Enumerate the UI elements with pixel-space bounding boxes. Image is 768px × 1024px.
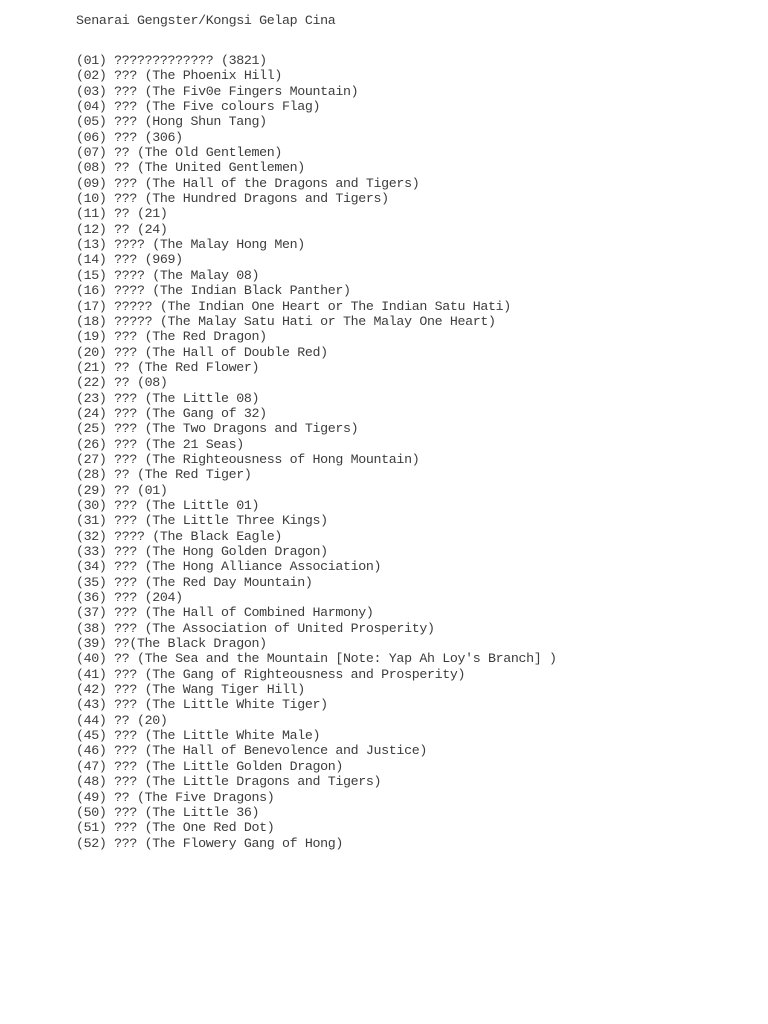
list-item: (24) ??? (The Gang of 32) <box>76 405 267 421</box>
list-item: (22) ?? (08) <box>76 375 168 391</box>
list-item: (02) ??? (The Phoenix Hill) <box>76 68 282 84</box>
gang-list <box>76 53 736 851</box>
list-item: (45) ??? (The Little White Male) <box>76 728 321 744</box>
list-item: (23) ??? (The Little 08) <box>76 390 260 406</box>
list-item: (21) ?? (The Red Flower) <box>76 359 260 375</box>
list-item: (15) ???? (The Malay 08) <box>76 267 260 283</box>
list-item: (17) ????? (The Indian One Heart or The Indian Satu Hati) <box>76 298 511 314</box>
list-item: (41) ??? (The Gang of Righteousness and Prosperity) <box>76 666 466 682</box>
list-item: (11) ?? (21) <box>76 206 168 222</box>
list-item: (05) ??? (Hong Shun Tang) <box>76 114 267 130</box>
list-item: (14) ??? (969) <box>76 252 183 268</box>
list-item: (12) ?? (24) <box>76 221 168 237</box>
list-item: (36) ??? (204) <box>76 590 183 606</box>
list-item: (01) ????????????? (3821) <box>76 53 267 68</box>
document-title: Senarai Gengster/Kongsi Gelap Cina <box>76 13 336 28</box>
list-item: (48) ??? (The Little Dragons and Tigers) <box>76 774 382 790</box>
list-item: (04) ??? (The Five colours Flag) <box>76 99 321 115</box>
list-item: (43) ??? (The Little White Tiger) <box>76 697 328 713</box>
list-item: (18) ????? (The Malay Satu Hati or The Malay One Heart) <box>76 313 496 329</box>
list-item: (34) ??? (The Hong Alliance Association) <box>76 559 382 575</box>
list-item: (35) ??? (The Red Day Mountain) <box>76 574 313 590</box>
list-item: (20) ??? (The Hall of Double Red) <box>76 344 328 360</box>
list-item: (03) ??? (The Fiv0e Fingers Mountain) <box>76 83 359 99</box>
list-item: (42) ??? (The Wang Tiger Hill) <box>76 682 305 698</box>
list-item: (31) ??? (The Little Three Kings) <box>76 513 328 529</box>
list-item: (47) ??? (The Little Golden Dragon) <box>76 758 344 774</box>
list-item: (19) ??? (The Red Dragon) <box>76 329 267 345</box>
list-item: (49) ?? (The Five Dragons) <box>76 789 275 805</box>
list-item: (28) ?? (The Red Tiger) <box>76 467 252 483</box>
list-item: (30) ??? (The Little 01) <box>76 497 260 513</box>
list-item: (52) ??? (The Flowery Gang of Hong) <box>76 835 344 851</box>
list-item: (29) ?? (01) <box>76 482 168 498</box>
list-item: (07) ?? (The Old Gentlemen) <box>76 145 282 161</box>
list-item: (09) ??? (The Hall of the Dragons and Tigers) <box>76 175 420 191</box>
list-item: (46) ??? (The Hall of Benevolence and Justice) <box>76 743 427 759</box>
list-item: (06) ??? (306) <box>76 129 183 145</box>
list-item: (13) ???? (The Malay Hong Men) <box>76 237 305 253</box>
list-item: (38) ??? (The Association of United Prosperity) <box>76 620 435 636</box>
list-item: (44) ?? (20) <box>76 712 168 728</box>
list-item: (50) ??? (The Little 36) <box>76 804 260 820</box>
list-item: (51) ??? (The One Red Dot) <box>76 820 275 836</box>
list-item: (16) ???? (The Indian Black Panther) <box>76 283 351 299</box>
list-item: (26) ??? (The 21 Seas) <box>76 436 244 452</box>
document-page <box>76 12 736 851</box>
list-item: (08) ?? (The United Gentlemen) <box>76 160 305 176</box>
list-item: (10) ??? (The Hundred Dragons and Tigers) <box>76 191 389 207</box>
list-item: (39) ??(The Black Dragon) <box>76 636 267 652</box>
list-item: (37) ??? (The Hall of Combined Harmony) <box>76 605 374 621</box>
list-item: (40) ?? (The Sea and the Mountain [Note: Yap Ah Loy's Branch] ) <box>76 651 557 667</box>
list-item: (33) ??? (The Hong Golden Dragon) <box>76 544 328 559</box>
list-item: (25) ??? (The Two Dragons and Tigers) <box>76 421 359 437</box>
list-item: (32) ???? (The Black Eagle) <box>76 528 282 544</box>
list-item: (27) ??? (The Righteousness of Hong Mountain) <box>76 451 420 467</box>
